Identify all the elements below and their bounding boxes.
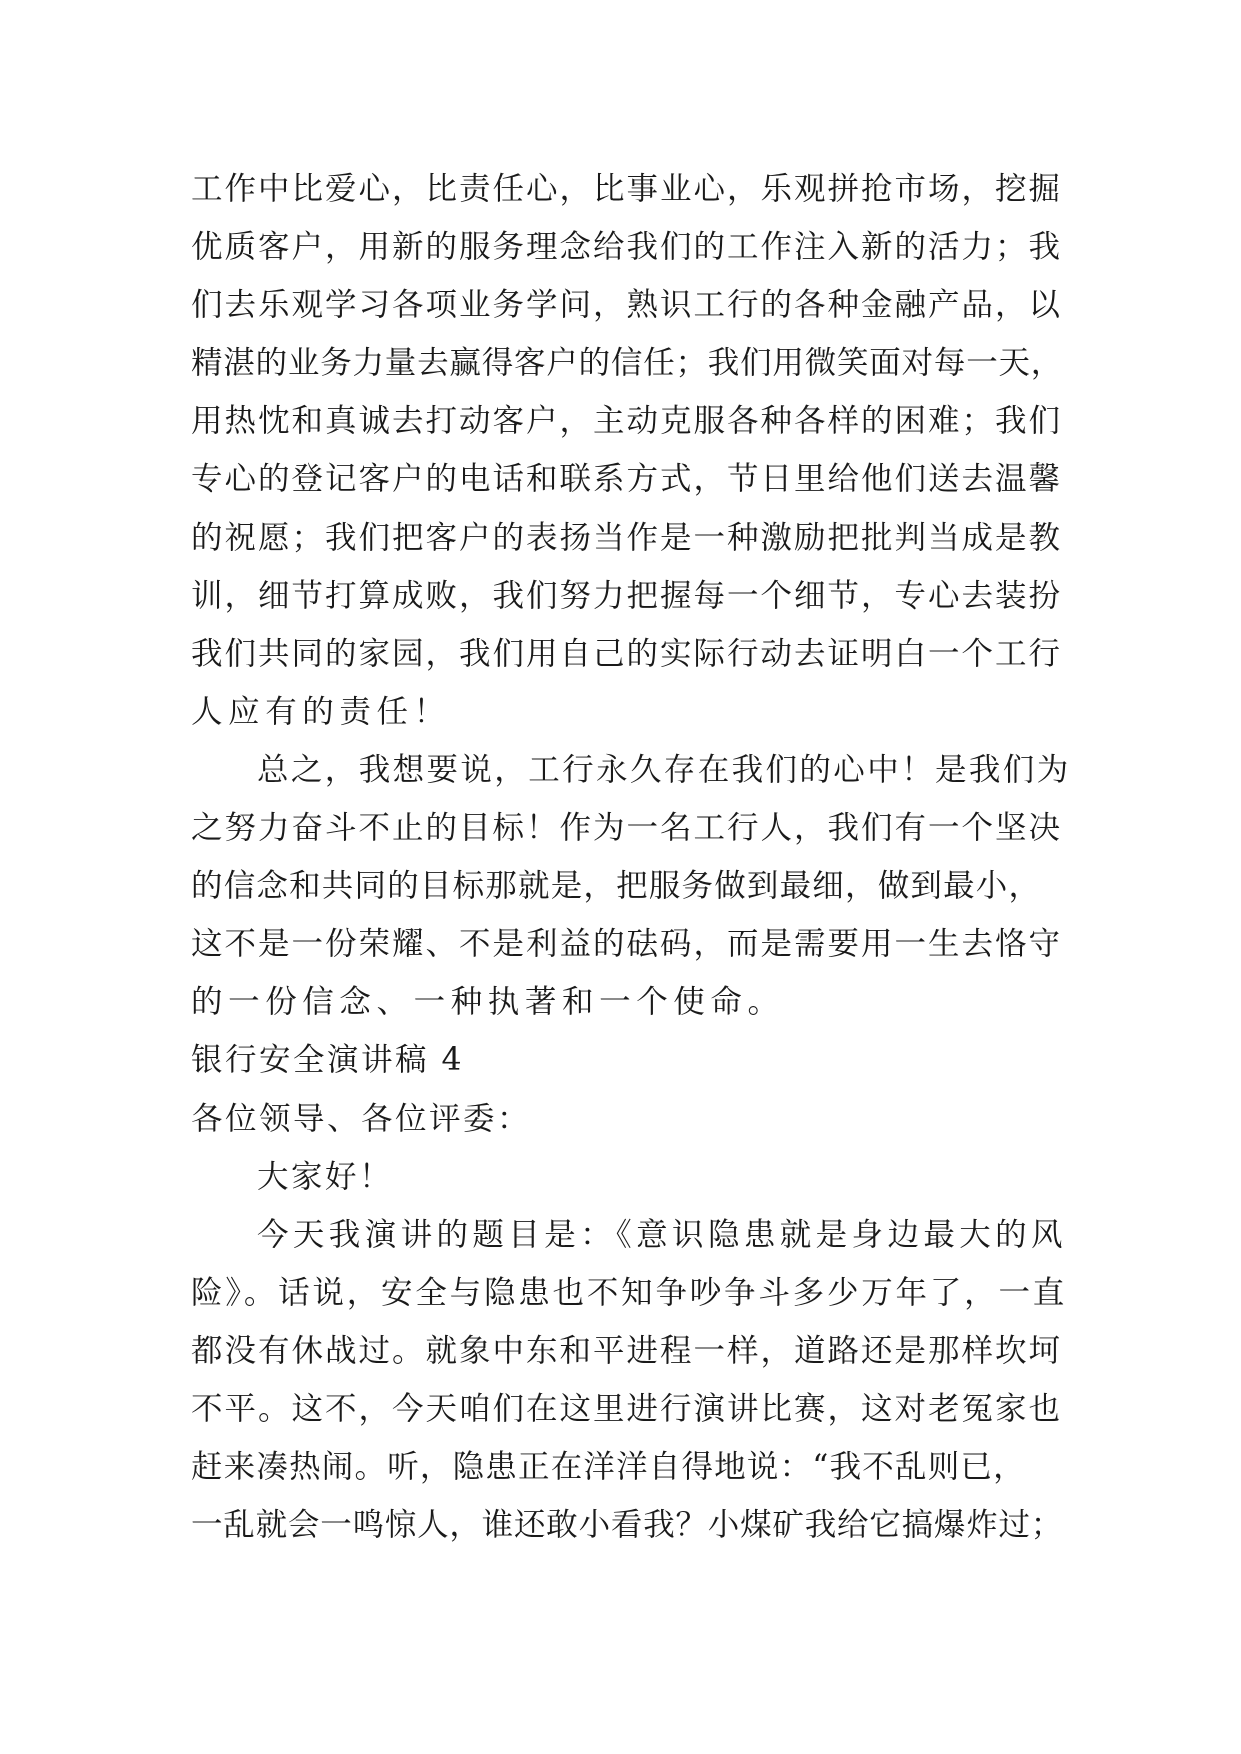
text-line: 们去乐观学习各项业务学问，熟识工行的各种金融产品，以 [191,287,1063,324]
text-line: 今天我演讲的题目是：《意识隐患就是身边最大的风 [257,1216,1067,1253]
paragraph [191,741,1071,1031]
text-line: 这不是一份荣耀、不是利益的砝码，而是需要用一生去恪守 [191,926,1063,963]
text-line: 的一份信念、一种执著和一个使命。 [191,984,785,1021]
section-title: 银行安全演讲稿 4 [191,1042,465,1079]
text-line: 的信念和共同的目标那就是，把服务做到最细，做到最小， [191,868,1042,905]
document-body [191,160,1071,1554]
paragraph [191,1206,1071,1555]
text-line: 用热忱和真诚去打动客户，主动克服各种各样的困难；我们 [191,403,1063,440]
text-line: 我们共同的家园，我们用自己的实际行动去证明白一个工行 [191,635,1063,672]
text-line: 之努力奋斗不止的目标！作为一名工行人，我们有一个坚决 [191,810,1063,847]
text-line: 专心的登记客户的电话和联系方式，节日里给他们送去温馨 [191,461,1063,498]
text-line: 一乱就会一鸣惊人，谁还敢小看我？小煤矿我给它搞爆炸过； [191,1507,1064,1544]
text-line: 赶来凑热闹。听，隐患正在洋洋自得地说：“我不乱则已， [191,1449,1026,1486]
text-line: 工作中比爱心，比责任心，比事业心，乐观拼抢市场，挖掘 [191,171,1063,207]
text-line: 精湛的业务力量去赢得客户的信任；我们用微笑面对每一天， [191,345,1064,382]
text-line: 训，细节打算成败，我们努力把握每一个细节，专心去装扮 [191,577,1063,614]
greeting: 大家好！ [257,1158,394,1195]
text-line: 险》。话说，安全与隐患也不知争吵争斗多少万年了，一直 [191,1274,1068,1311]
salutation: 各位领导、各位评委： [191,1100,532,1137]
text-line: 人应有的责任！ [191,693,451,730]
paragraph [191,160,1071,741]
text-line: 总之，我想要说，工行永久存在我们的心中！是我们为 [257,751,1071,788]
text-line: 优质客户，用新的服务理念给我们的工作注入新的活力；我 [191,229,1063,266]
text-line: 都没有休战过。就象中东和平进程一样，道路还是那样坎坷 [191,1332,1063,1369]
text-line: 不平。这不，今天咱们在这里进行演讲比赛，这对老冤家也 [191,1390,1063,1427]
text-line: 的祝愿；我们把客户的表扬当作是一种激励把批判当成是教 [191,519,1063,556]
